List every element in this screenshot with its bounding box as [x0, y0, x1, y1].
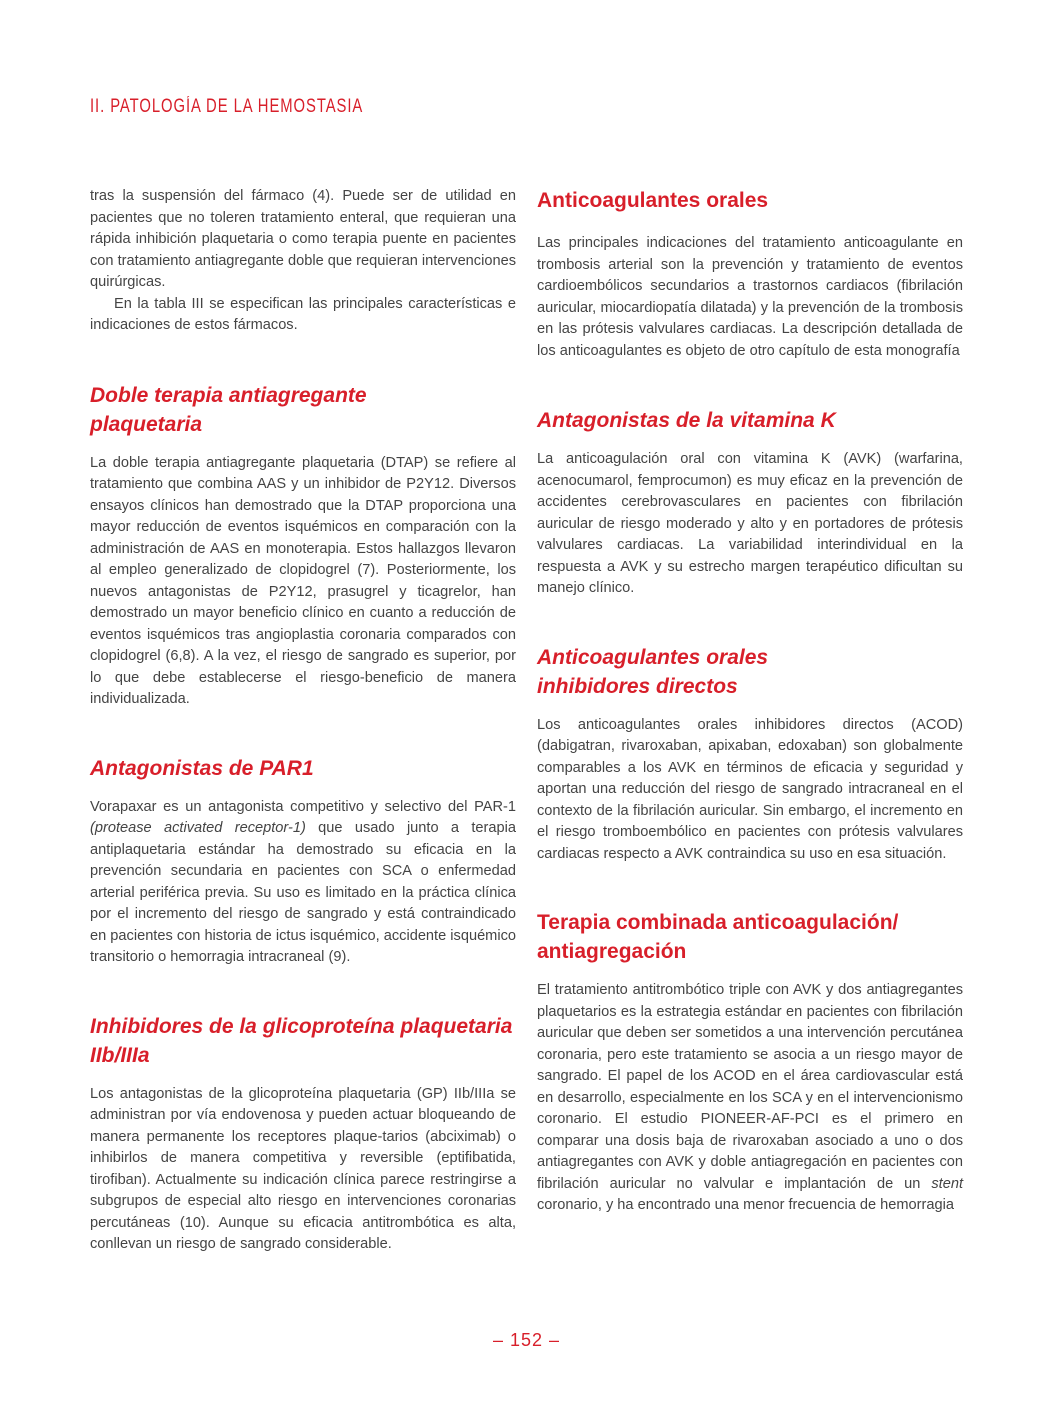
comb-text-b: coronario, y ha encontrado una menor frecuencia de hemorragia — [537, 1197, 954, 1213]
heading-par1: Antagonistas de PAR1 — [90, 756, 314, 780]
heading-doble-terapia: Doble terapia antiagregante plaquetaria — [90, 383, 367, 436]
left-column — [90, 186, 516, 1256]
comb-text-a: El tratamiento antitrombótico triple con AVK y dos antiagregantes plaquetarios es la estrategia estándar en pacientes con fibrilación auricular que deben ser sometidos a una intervención percutánea coronaria, pero este tratamiento se asocia a un riesgo mayor de sangrado. El papel de los ACOD en el área cardiovascular está en desarrollo, especialmente en los SCA y en el intervencionismo coronario. El estudio PIONEER-AF-PCI es el primero en comparar una dosis baja de rivaroxaban asociado a uno o dos antiagregantes con AVK y doble antiagregación en pacientes con fibrilación auricular no valvular e implantación de un — [537, 982, 963, 1192]
comb-text-italic: stent — [931, 1175, 963, 1192]
ao-paragraph: Las principales indicaciones del tratamiento anticoagulante en trombosis arterial son la prevención y tratamiento de eventos cardioembólicos secundarios a trastornos cardiacos (fibrilación auricular, miocardiopatía dilatada) y la prevención de la trombosis en las prótesis valvulares cardiacas. La descripción detallada de los anticoagulantes es objeto de otro capítulo de esta monografía — [537, 235, 963, 359]
heading-acod: Anticoagulantes orales inhibidores directos — [537, 645, 769, 698]
par1-text-italic: (protease activated receptor-1) — [90, 820, 306, 836]
par1-text-a: Vorapaxar es un antagonista competitivo y selectivo del PAR-1 — [90, 798, 516, 815]
intro-paragraph: tras la suspensión del fármaco (4). Puede ser de utilidad en pacientes que no toleren tratamiento enteral, que requieran una rápida inhibición plaquetaria o como terapia puente en pacientes con tratamiento antiagregante doble que requieran intervenciones quirúrgicas. — [90, 188, 516, 290]
right-column — [537, 186, 963, 1217]
heading-vitamina-k: Antagonistas de la vitamina K — [537, 409, 836, 432]
avk-paragraph: La anticoagulación oral con vitamina K (AVK) (warfarina, acenocumarol, femprocumon) es muy eficaz en la prevención de accidentes cerebrovasculares en pacientes con fibrilación auricular de riesgo moderado y alto y en portadores de prótesis valvulares cardiacas. La variabilidad interindividual en la respuesta a AVK y su estrecho margen terapéutico dificultan su manejo clínico. — [537, 451, 963, 596]
par1-text-b: que usado junto a terapia antiplaquetaria estándar ha demostrado su eficacia en la prevención secundaria en pacientes con SCA o enfermedad arterial periférica previa. Su uso es limitado en la práctica clínica por el incremento del riesgo de sangrado y está contraindicado en pacientes con historia de ictus isquémico, accidente isquémico transitorio o hemorragia intracraneal (9). — [90, 820, 516, 965]
page-number: – 152 – — [492, 1330, 561, 1350]
running-head: II. PATOLOGÍA DE LA HEMOSTASIA — [90, 96, 364, 117]
heading-terapia-combinada: Terapia combinada anticoagulación/ antiagregación — [537, 911, 899, 963]
heading-glicoproteina: Inhibidores de la glicoproteína plaquetaria IIb/IIIa — [90, 1014, 513, 1067]
acod-paragraph: Los anticoagulantes orales inhibidores directos (ACOD) (dabigatran, rivaroxaban, apixaban, edoxaban) son globalmente comparables a los AVK en términos de eficacia y seguridad y aportan una reducción del riesgo de sangrado intracraneal en el contexto de la fibrilación auricular. Sin embargo, el incremento en el riesgo tromboembólico en pacientes con prótesis valvulares cardiacas respecto a AVK contraindica su uso en esa situación. — [537, 716, 963, 862]
combinada-paragraph — [537, 980, 963, 1217]
gp-paragraph: Los antagonistas de la glicoproteína plaquetaria (GP) IIb/IIIa se administran por vía endovenosa y pueden actuar bloqueando de manera permanente los receptores plaque-tarios (abciximab) o inhibirlos de manera competitiva y reversible (eptifibatida, tirofiban). Actualmente su indicación clínica parece restringirse a subgrupos de especial alto riesgo en intervenciones coronarias percutáneas (10). Aunque su eficacia antitrombótica es alta, conllevan un riesgo de sangrado considerable. — [90, 1085, 516, 1252]
par1-paragraph — [90, 797, 516, 969]
dtap-paragraph: La doble terapia antiagregante plaquetaria (DTAP) se refiere al tratamiento que combina AAS y un inhibidor de P2Y12. Diversos ensayos clínicos han demostrado que la DTAP proporciona una mayor reducción de eventos isquémicos en comparación con la administración de AAS en monoterapia. Estos hallazgos llevaron al empleo generalizado de clopidogrel (7). Posteriormente, los nuevos antagonistas de P2Y12, prasugrel y ticagrelor, han demostrado un mayor beneficio clínico en cuanto a reducción de eventos isquémicos tras angioplastia coronaria comparados con clopidogrel (6,8). A la vez, el riesgo de sangrado es superior, por lo que debe establecerse el riesgo-beneficio de manera individualizada. — [90, 454, 516, 707]
heading-anticoagulantes-orales: Anticoagulantes orales — [537, 189, 769, 212]
table-reference-paragraph: En la tabla III se especifican las principales características e indicaciones de estos fármacos. — [90, 295, 516, 333]
